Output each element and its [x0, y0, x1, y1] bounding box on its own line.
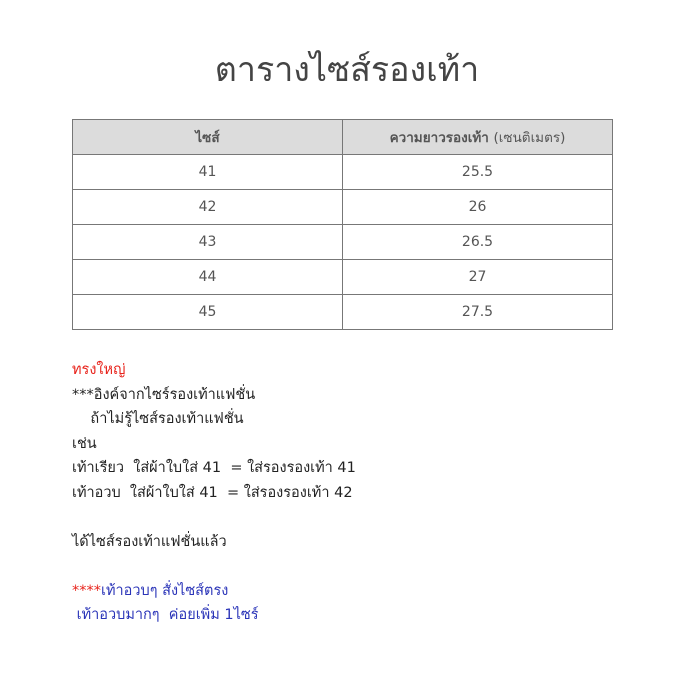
notes-line: เช่น — [72, 435, 97, 452]
column-header-size: ไซส์ — [73, 120, 343, 155]
length-cell: 27 — [343, 260, 613, 295]
notes-line: เท้าอวบ ใส่ผ้าใบใส่ 41 = ใส่รองรองเท้า 42 — [72, 484, 353, 501]
length-cell: 25.5 — [343, 155, 613, 190]
column-header-length-label: ความยาวรองเท้า — [389, 130, 489, 146]
column-header-length — [343, 120, 613, 155]
table-row — [73, 260, 613, 295]
notes-spacer — [72, 505, 672, 530]
table-row — [73, 155, 613, 190]
page-title: ตารางไซส์รองเท้า — [214, 50, 480, 90]
table-row — [73, 190, 613, 225]
fit-notes — [72, 358, 672, 628]
notes-heading: ทรงใหญ่ — [72, 362, 126, 378]
table-row — [73, 295, 613, 330]
notes-line-highlight — [72, 579, 672, 604]
notes-spacer — [72, 554, 672, 579]
notes-line: ถ้าไม่รู้ไซส์รองเท้าแฟชั่น — [72, 411, 244, 427]
notes-asterisks: **** — [72, 582, 101, 599]
size-cell: 44 — [73, 260, 343, 295]
size-chart-table — [72, 119, 613, 330]
length-cell: 26 — [343, 190, 613, 225]
size-cell: 45 — [73, 295, 343, 330]
size-cell: 42 — [73, 190, 343, 225]
column-header-length-unit: (เซนติเมตร) — [493, 130, 566, 146]
length-cell: 27.5 — [343, 295, 613, 330]
notes-line: ***อิงค์จากไซร์รองเท้าแฟชั่น — [72, 386, 256, 403]
size-cell: 43 — [73, 225, 343, 260]
notes-line: ได้ไซส์รองเท้าแฟชั่นแล้ว — [72, 533, 227, 550]
table-row — [73, 225, 613, 260]
notes-highlight-text: เท้าอวบๆ สั่งไซส์ตรง — [101, 582, 229, 599]
table-header-row — [73, 120, 613, 155]
notes-line-highlight: เท้าอวบมากๆ ค่อยเพิ่ม 1ไซร์ — [72, 607, 259, 623]
notes-line: เท้าเรียว ใส่ผ้าใบใส่ 41 = ใส่รองรองเท้า 41 — [72, 460, 356, 476]
length-cell: 26.5 — [343, 225, 613, 260]
size-cell: 41 — [73, 155, 343, 190]
